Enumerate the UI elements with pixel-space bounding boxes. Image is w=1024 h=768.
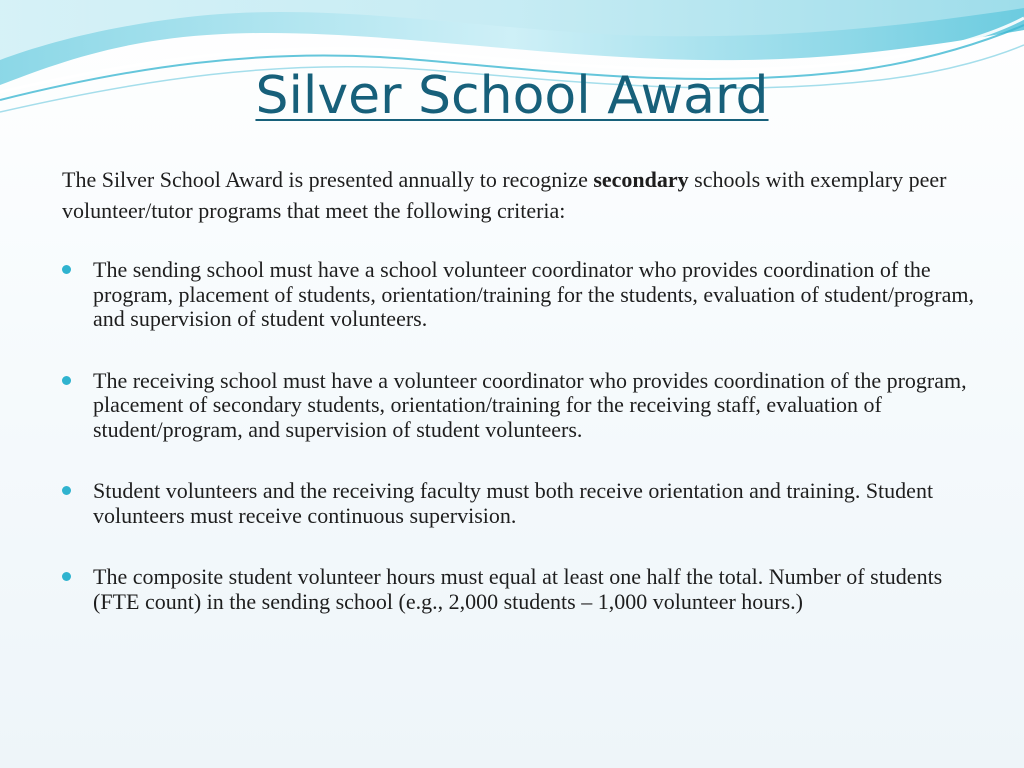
- slide-title: Silver School Award: [255, 66, 769, 126]
- intro-emphasis: secondary: [593, 167, 689, 192]
- intro-text-after: schools with exemplary peer volunteer/tutor programs that meet the following criteria:: [62, 167, 947, 223]
- criteria-item: [62, 369, 982, 443]
- bullet-dot-icon: [62, 486, 71, 495]
- criteria-text: The sending school must have a school volunteer coordinator who provides coordination of the program, placement of students, orientation/training for the students, evaluation of student/program, and supervision of student volunteers.: [93, 257, 974, 331]
- bullet-dot-icon: [62, 572, 71, 581]
- intro-paragraph: [62, 164, 962, 226]
- criteria-list: [62, 258, 982, 614]
- bullet-dot-icon: [62, 265, 71, 274]
- criteria-text: Student volunteers and the receiving faculty must both receive orientation and training. Student volunteers must receive continuous supervision.: [93, 478, 934, 528]
- criteria-item: [62, 479, 982, 528]
- criteria-item: [62, 258, 982, 332]
- intro-text-before: The Silver School Award is presented annually to recognize: [62, 167, 594, 192]
- criteria-text: The receiving school must have a volunteer coordinator who provides coordination of the program, placement of secondary students, orientation/training for the receiving staff, evaluation of student/program, and supervision of student volunteers.: [93, 367, 967, 442]
- criteria-text: The composite student volunteer hours must equal at least one half the total. Number of students (FTE count) in the sending school (e.g., 2,000 students – 1,000 volunteer hours.): [93, 564, 943, 614]
- bullet-dot-icon: [62, 376, 71, 385]
- criteria-item: [62, 565, 982, 614]
